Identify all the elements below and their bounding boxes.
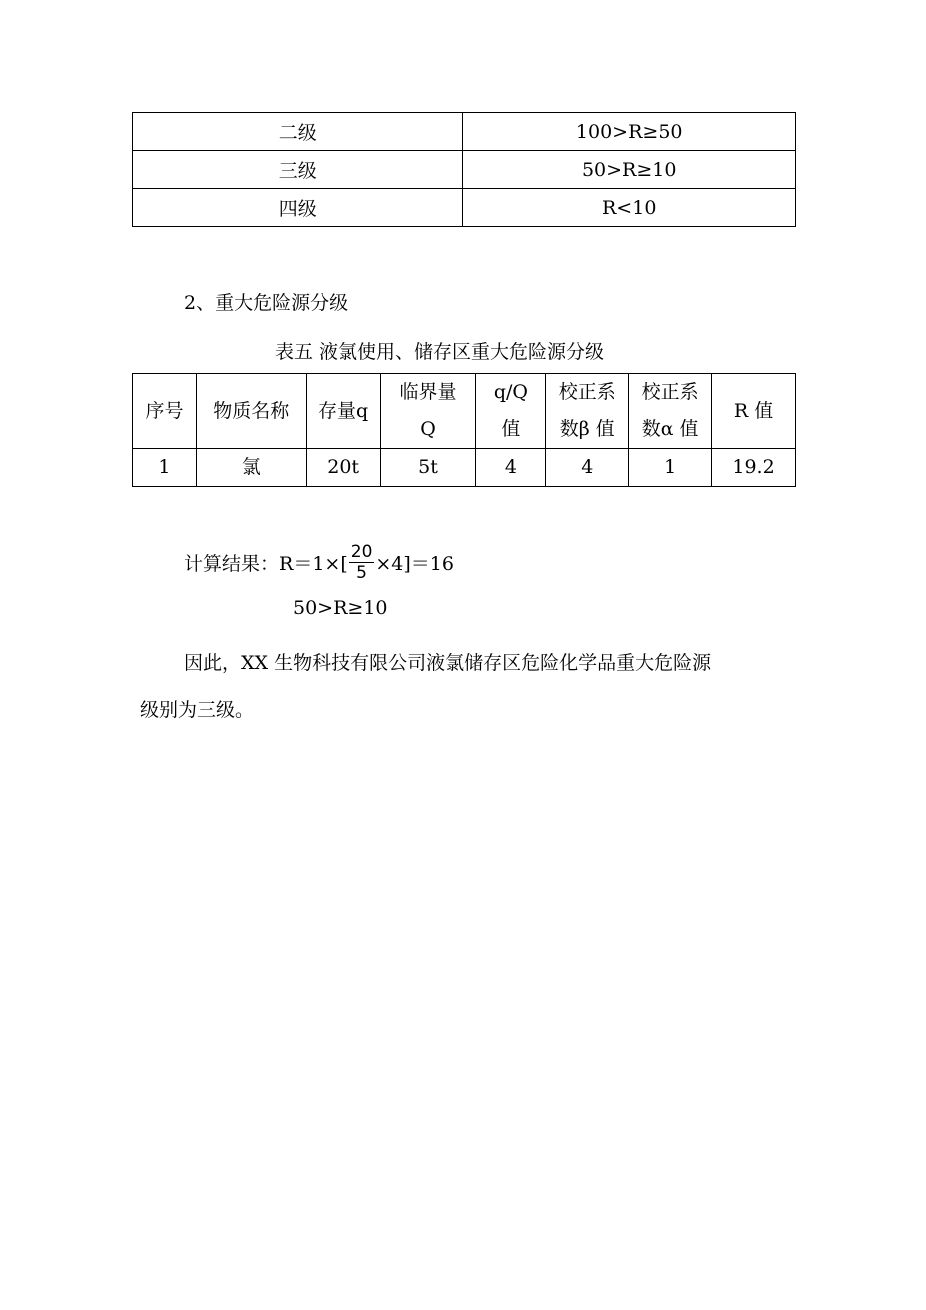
grade-range-cell: R<10 (463, 189, 796, 227)
header-stock: 存量q (306, 374, 380, 449)
table-header-row (133, 374, 796, 449)
section-title: 2、重大危险源分级 (184, 292, 349, 314)
conclusion-line-2: 级别为三级。 (140, 699, 255, 721)
fraction-numerator: 20 (350, 541, 373, 562)
header-ratio-line1: q/Q (493, 381, 528, 403)
header-beta (546, 374, 629, 449)
grade-level-cell: 二级 (133, 113, 463, 151)
grade-range-cell: 100>R≥50 (463, 113, 796, 151)
header-beta-line2: 数β 值 (559, 418, 615, 440)
header-critical-line2: Q (420, 418, 436, 440)
cell-stock: 20t (306, 449, 380, 487)
table-row (133, 113, 796, 151)
header-seq: 序号 (133, 374, 197, 449)
calculation-range: 50>R≥10 (293, 597, 388, 619)
cell-critical-quantity: 5t (380, 449, 476, 487)
header-critical-quantity (380, 374, 476, 449)
grade-level-cell: 四级 (133, 189, 463, 227)
cell-ratio: 4 (476, 449, 546, 487)
cell-r-value: 19.2 (712, 449, 796, 487)
header-r-value: R 值 (712, 374, 796, 449)
cell-seq: 1 (133, 449, 197, 487)
fraction-denominator: 5 (356, 562, 367, 583)
header-ratio (476, 374, 546, 449)
hazard-classification-table (132, 373, 796, 487)
calculation-label: 计算结果： (184, 552, 280, 575)
table-row (133, 151, 796, 189)
calculation-suffix: ×4]＝16 (375, 552, 454, 575)
fraction (349, 542, 375, 583)
header-substance-name: 物质名称 (196, 374, 306, 449)
cell-alpha: 1 (629, 449, 712, 487)
grade-level-cell: 三级 (133, 151, 463, 189)
table-row (133, 189, 796, 227)
grade-range-table (132, 112, 796, 227)
calculation-result (184, 536, 454, 588)
header-alpha (629, 374, 712, 449)
calculation-prefix: R＝1×[ (279, 552, 348, 575)
header-alpha-line1: 校正系 (641, 381, 699, 403)
grade-range-cell: 50>R≥10 (463, 151, 796, 189)
cell-substance-name: 氯 (196, 449, 306, 487)
header-critical-line1: 临界量 (399, 381, 457, 403)
conclusion-line-1: 因此，XX 生物科技有限公司液氯储存区危险化学品重大危险源 (184, 652, 712, 674)
cell-beta: 4 (546, 449, 629, 487)
header-alpha-line2: 数α 值 (641, 418, 699, 440)
header-beta-line1: 校正系 (558, 381, 616, 403)
header-ratio-line2: 值 (501, 418, 521, 440)
table-row (133, 449, 796, 487)
table-caption: 表五 液氯使用、储存区重大危险源分级 (275, 341, 605, 363)
